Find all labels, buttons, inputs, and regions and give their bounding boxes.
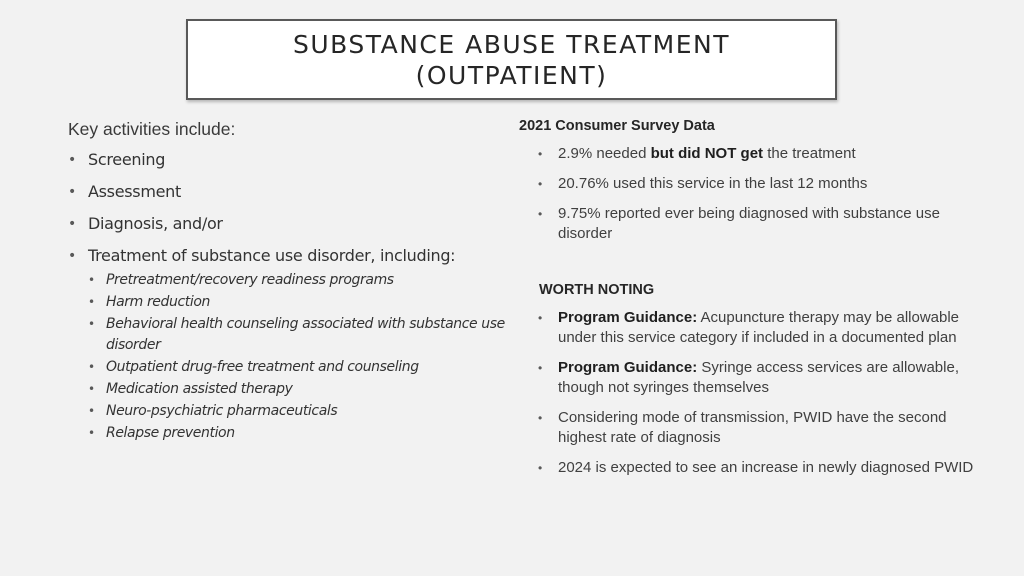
sub-list-item: • Neuro-psychiatric pharmaceuticals bbox=[88, 401, 508, 422]
sub-list-item: • Behavioral health counseling associated with substance use disorder bbox=[88, 314, 508, 356]
list-item: • Assessment bbox=[68, 182, 508, 202]
list-item-treatment bbox=[68, 246, 508, 444]
list-item: • 9.75% reported ever being diagnosed with substance use disorder bbox=[538, 204, 989, 244]
list-item bbox=[538, 358, 989, 398]
sub-list-item: • Pretreatment/recovery readiness programs bbox=[88, 270, 508, 291]
guidance-text: Syringe access services are allowable, though not syringes themselves bbox=[558, 359, 959, 396]
list-item: • Considering mode of transmission, PWID have the second highest rate of diagnosis bbox=[538, 408, 989, 448]
list-item: • Screening bbox=[68, 150, 508, 170]
survey-item-text: 2.9% needed bbox=[558, 145, 651, 162]
title-box bbox=[186, 19, 837, 100]
treatment-sublist bbox=[88, 270, 508, 444]
key-activities-heading: Key activities include: bbox=[68, 119, 236, 139]
worth-noting-heading: WORTH NOTING bbox=[539, 282, 655, 298]
survey-list bbox=[519, 144, 989, 244]
treatment-label: Treatment of substance use disorder, including: bbox=[88, 246, 456, 265]
sub-list-item: • Harm reduction bbox=[88, 292, 508, 313]
list-item: • 20.76% used this service in the last 12 months bbox=[538, 174, 989, 194]
survey-item-bold: but did NOT get bbox=[650, 145, 764, 162]
survey-heading: 2021 Consumer Survey Data bbox=[519, 118, 715, 134]
survey-section bbox=[519, 118, 989, 488]
guidance-text: Acupuncture therapy may be allowable under this service category if included in a documented plan bbox=[558, 309, 960, 346]
sub-list-item: • Outpatient drug-free treatment and counseling bbox=[88, 357, 508, 378]
list-item: • Diagnosis, and/or bbox=[68, 214, 508, 234]
list-item: • 2024 is expected to see an increase in newly diagnosed PWID bbox=[538, 458, 989, 478]
guidance-label: Program Guidance: bbox=[558, 359, 698, 376]
key-activities-list bbox=[68, 150, 508, 444]
sub-list-item: • Medication assisted therapy bbox=[88, 379, 508, 400]
key-activities-section bbox=[68, 119, 508, 456]
page-title-line-1: SUBSTANCE ABUSE TREATMENT bbox=[293, 29, 730, 59]
survey-item-text: the treatment bbox=[763, 145, 856, 162]
list-item bbox=[538, 144, 989, 164]
guidance-label: Program Guidance: bbox=[558, 309, 698, 326]
page-title-line-2: (OUTPATIENT) bbox=[415, 60, 608, 90]
list-item bbox=[538, 308, 989, 348]
worth-noting-list bbox=[519, 308, 989, 478]
sub-list-item: • Relapse prevention bbox=[88, 423, 508, 444]
